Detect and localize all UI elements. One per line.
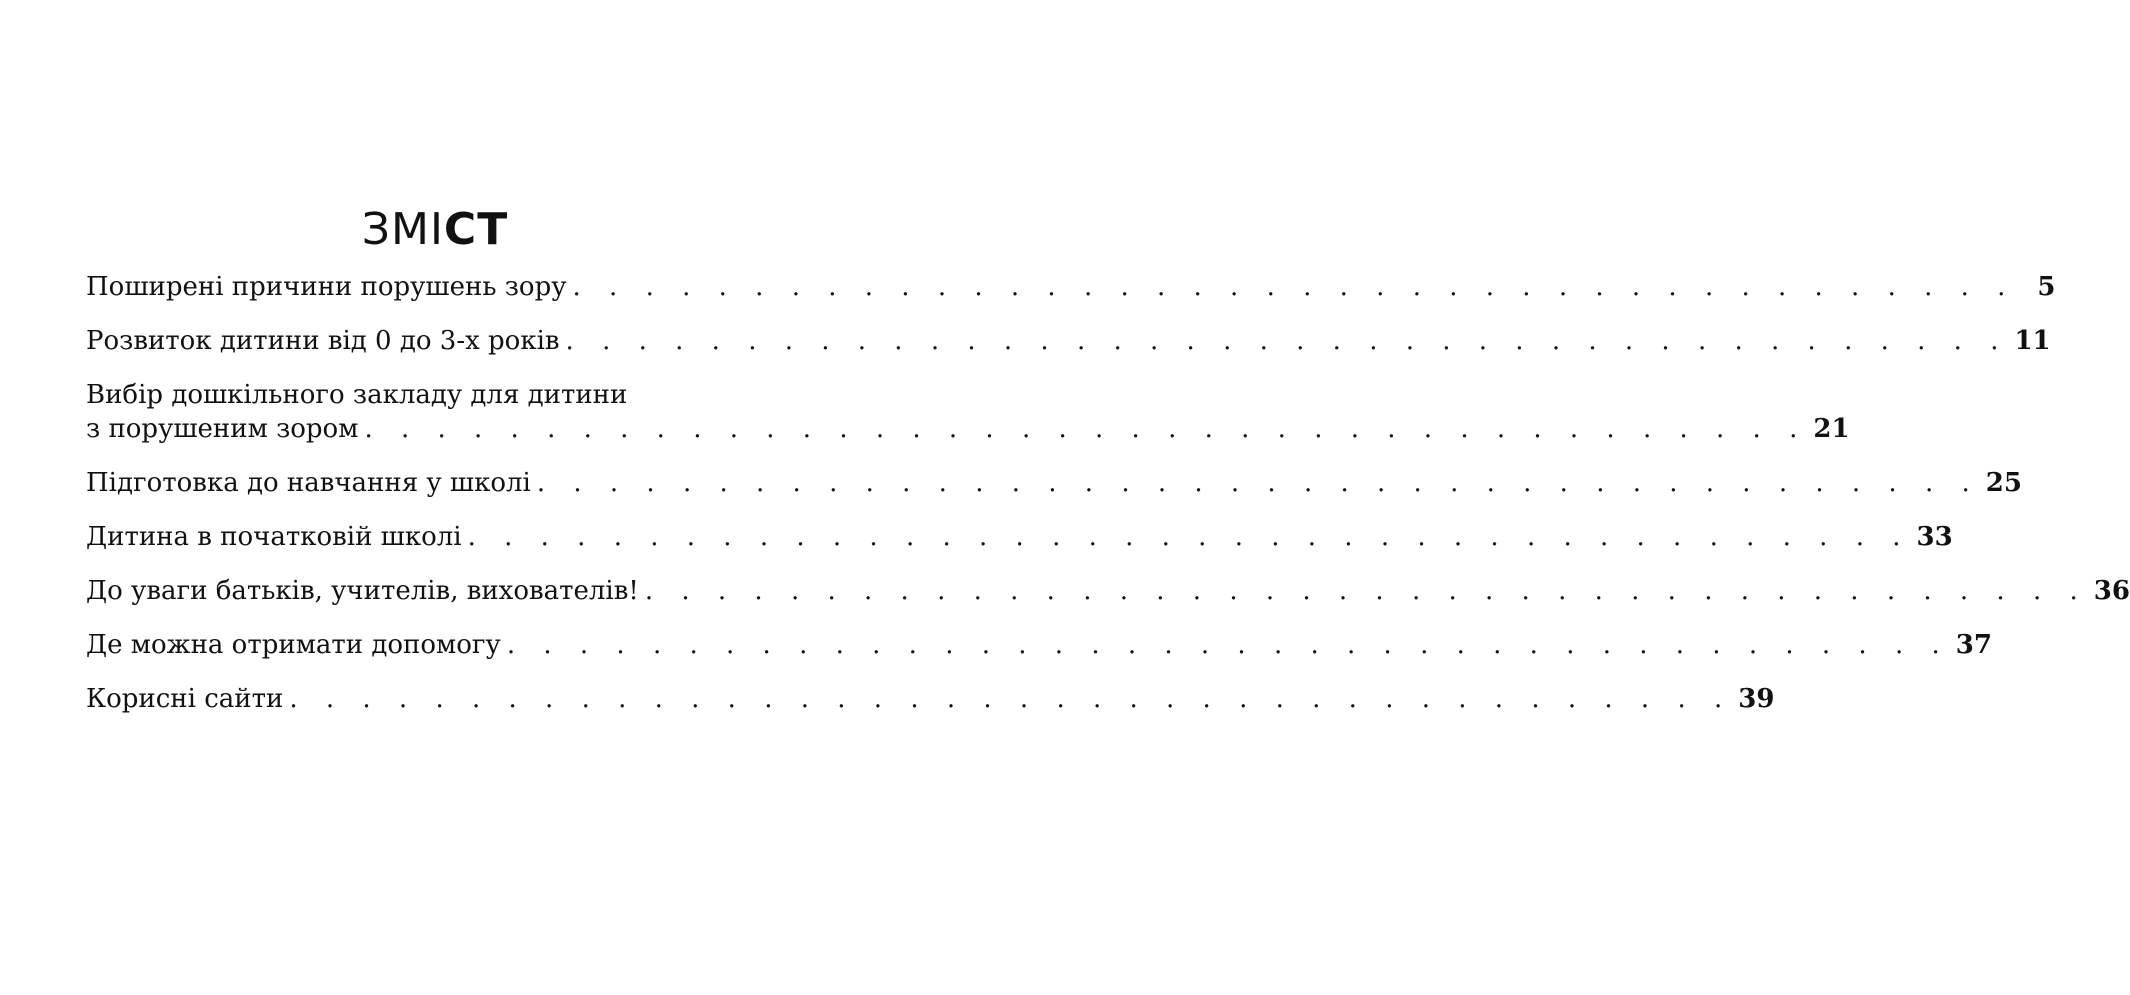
toc-page-number: 33 [1916,522,1953,552]
toc-entry[interactable] [86,682,1775,716]
dot-leader: . . . . . . . . . . . . . . . . . . . . . . . . . . . . . . . . . . . . . . . . [565,326,2009,356]
toc-entry-label: Розвиток дитини від 0 до 3-х років [86,326,560,356]
toc-entry-label: Корисні сайти [86,684,284,714]
toc-page-number: 37 [1955,630,1992,660]
title-part-1: ЗМ [361,204,430,255]
toc-entry-label: з порушеним зором [86,414,359,444]
toc-entry-label: Де можна отримати допомогу [86,630,501,660]
dot-leader: . . . . . . . . . . . . . . . . . . . . . . . . . . . . . . . . . . . . . . . . [289,684,1733,714]
dot-leader: . . . . . . . . . . . . . . . . . . . . . . . . . . . . . . . . . . . . . . . . [536,468,1980,498]
dot-leader: . . . . . . . . . . . . . . . . . . . . . . . . . . . . . . . . . . . . . . . . [364,414,1808,444]
toc-entry[interactable] [86,520,1953,554]
toc-entry[interactable] [86,324,2051,358]
toc-page-number: 21 [1813,414,1850,444]
title-part-2: І [429,204,444,255]
toc-entry[interactable] [86,466,2022,500]
toc-page-number: 36 [2093,576,2130,606]
toc-page-number: 11 [2014,326,2051,356]
dot-leader: . . . . . . . . . . . . . . . . . . . . . . . . . . . . . . . . . . . . . . . . [467,522,1911,552]
toc-entry[interactable] [86,378,1850,446]
toc-page-number: 39 [1738,684,1775,714]
dot-leader: . . . . . . . . . . . . . . . . . . . . . . . . . . . . . . . . . . . . . . . . [572,272,2016,302]
title-part-3: СТ [443,204,509,255]
dot-leader: . . . . . . . . . . . . . . . . . . . . . . . . . . . . . . . . . . . . . . . . [506,630,1950,660]
toc-page-number: 25 [1985,468,2022,498]
toc-page-number: 5 [2037,272,2056,302]
toc-entry-label: Підготовка до навчання у школі [86,468,531,498]
table-of-contents [86,270,2130,736]
toc-entry-label: Дитина в початковій школі [86,522,462,552]
toc-entry[interactable] [86,270,2056,304]
toc-entry-label: До уваги батьків, учителів, вихователів! [86,576,639,606]
toc-entry-label-line-1: Вибір дошкільного закладу для дитини [86,380,628,410]
toc-entry-label: Поширені причини порушень зору [86,272,567,302]
dot-leader: . . . . . . . . . . . . . . . . . . . . . . . . . . . . . . . . . . . . . . . . [644,576,2088,606]
page-title [0,200,870,260]
toc-entry[interactable] [86,574,2130,608]
toc-entry[interactable] [86,628,1992,662]
